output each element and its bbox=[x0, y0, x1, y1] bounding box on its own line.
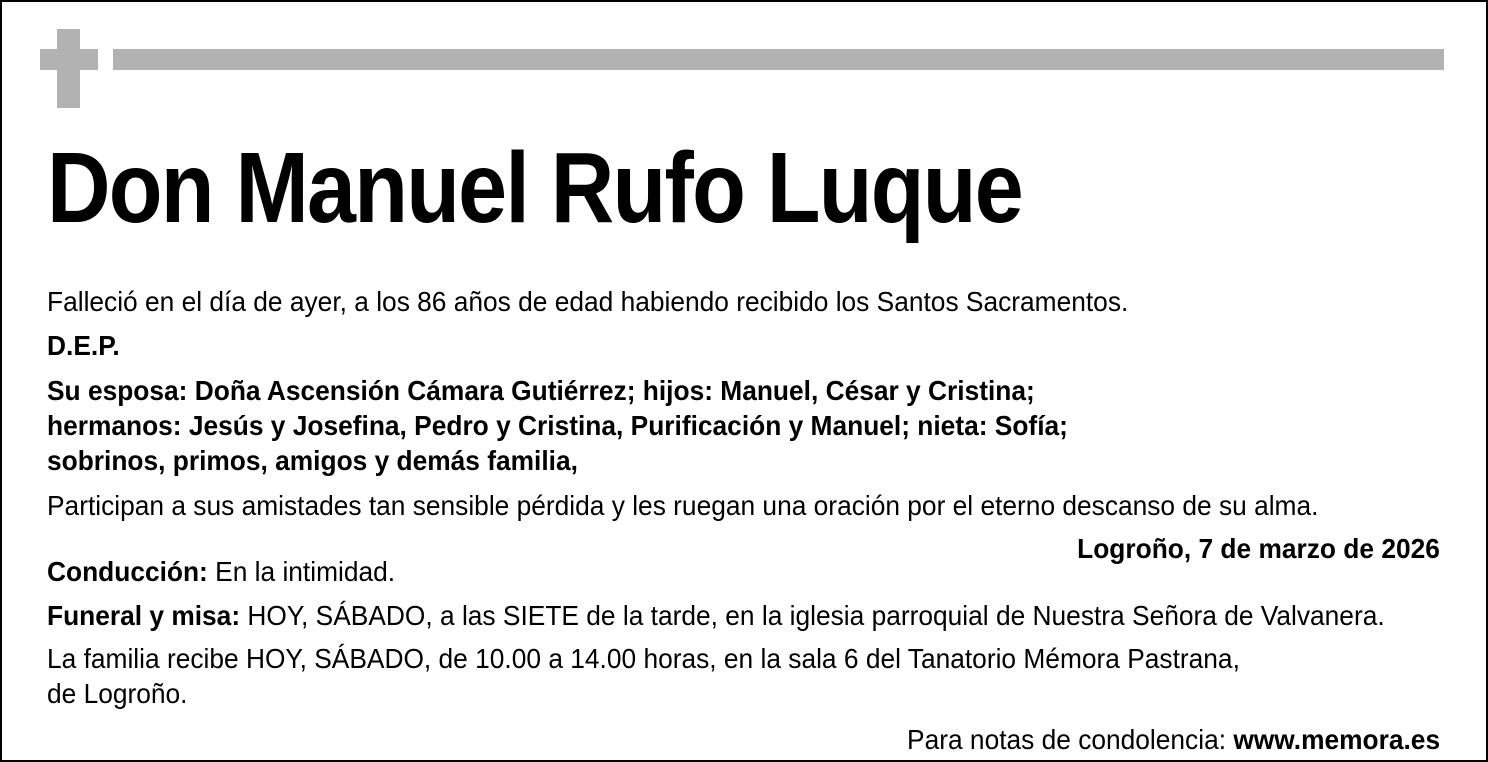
family-members-block bbox=[47, 373, 1068, 478]
condolence-line bbox=[907, 723, 1440, 757]
cross-icon-horizontal-bar bbox=[40, 49, 98, 70]
participation-line: Participan a sus amistades tan sensible pérdida y les ruegan una oración por el eterno descanso de su alma. bbox=[47, 490, 1319, 521]
dep-abbreviation: D.E.P. bbox=[47, 330, 120, 361]
memora-website-link[interactable]: www.memora.es bbox=[1233, 724, 1440, 755]
deceased-name-title: Don Manuel Rufo Luque bbox=[47, 132, 1022, 244]
header-rule bbox=[113, 49, 1444, 70]
family-line-spouse-children: Su esposa: Doña Ascensión Cámara Gutiérrez; hijos: Manuel, César y Cristina; bbox=[47, 375, 1035, 406]
family-line-relatives: sobrinos, primos, amigos y demás familia, bbox=[47, 445, 578, 476]
conduccion-line bbox=[47, 555, 395, 589]
funeral-text: HOY, SÁBADO, a las SIETE de la tarde, en la iglesia parroquial de Nuestra Señora de Valvanera. bbox=[247, 600, 1385, 631]
reception-block bbox=[47, 641, 1240, 711]
conduccion-text: En la intimidad. bbox=[215, 556, 396, 587]
death-announcement-line: Falleció en el día de ayer, a los 86 años de edad habiendo recibido los Santos Sacramentos. bbox=[47, 286, 1129, 317]
conduccion-label: Conducción: bbox=[47, 556, 208, 587]
reception-line-1: La familia recibe HOY, SÁBADO, de 10.00 a 14.00 horas, en la sala 6 del Tanatorio Mémora Pastrana, bbox=[47, 643, 1240, 674]
funeral-label: Funeral y misa: bbox=[47, 600, 241, 631]
family-line-siblings-granddaughter: hermanos: Jesús y Josefina, Pedro y Cristina, Purificación y Manuel; nieta: Sofía; bbox=[47, 410, 1068, 441]
place-date-line: Logroño, 7 de marzo de 2026 bbox=[1077, 533, 1440, 564]
condolence-label: Para notas de condolencia: bbox=[906, 724, 1226, 755]
reception-line-2: de Logroño. bbox=[47, 678, 188, 709]
funeral-line bbox=[47, 599, 1385, 633]
